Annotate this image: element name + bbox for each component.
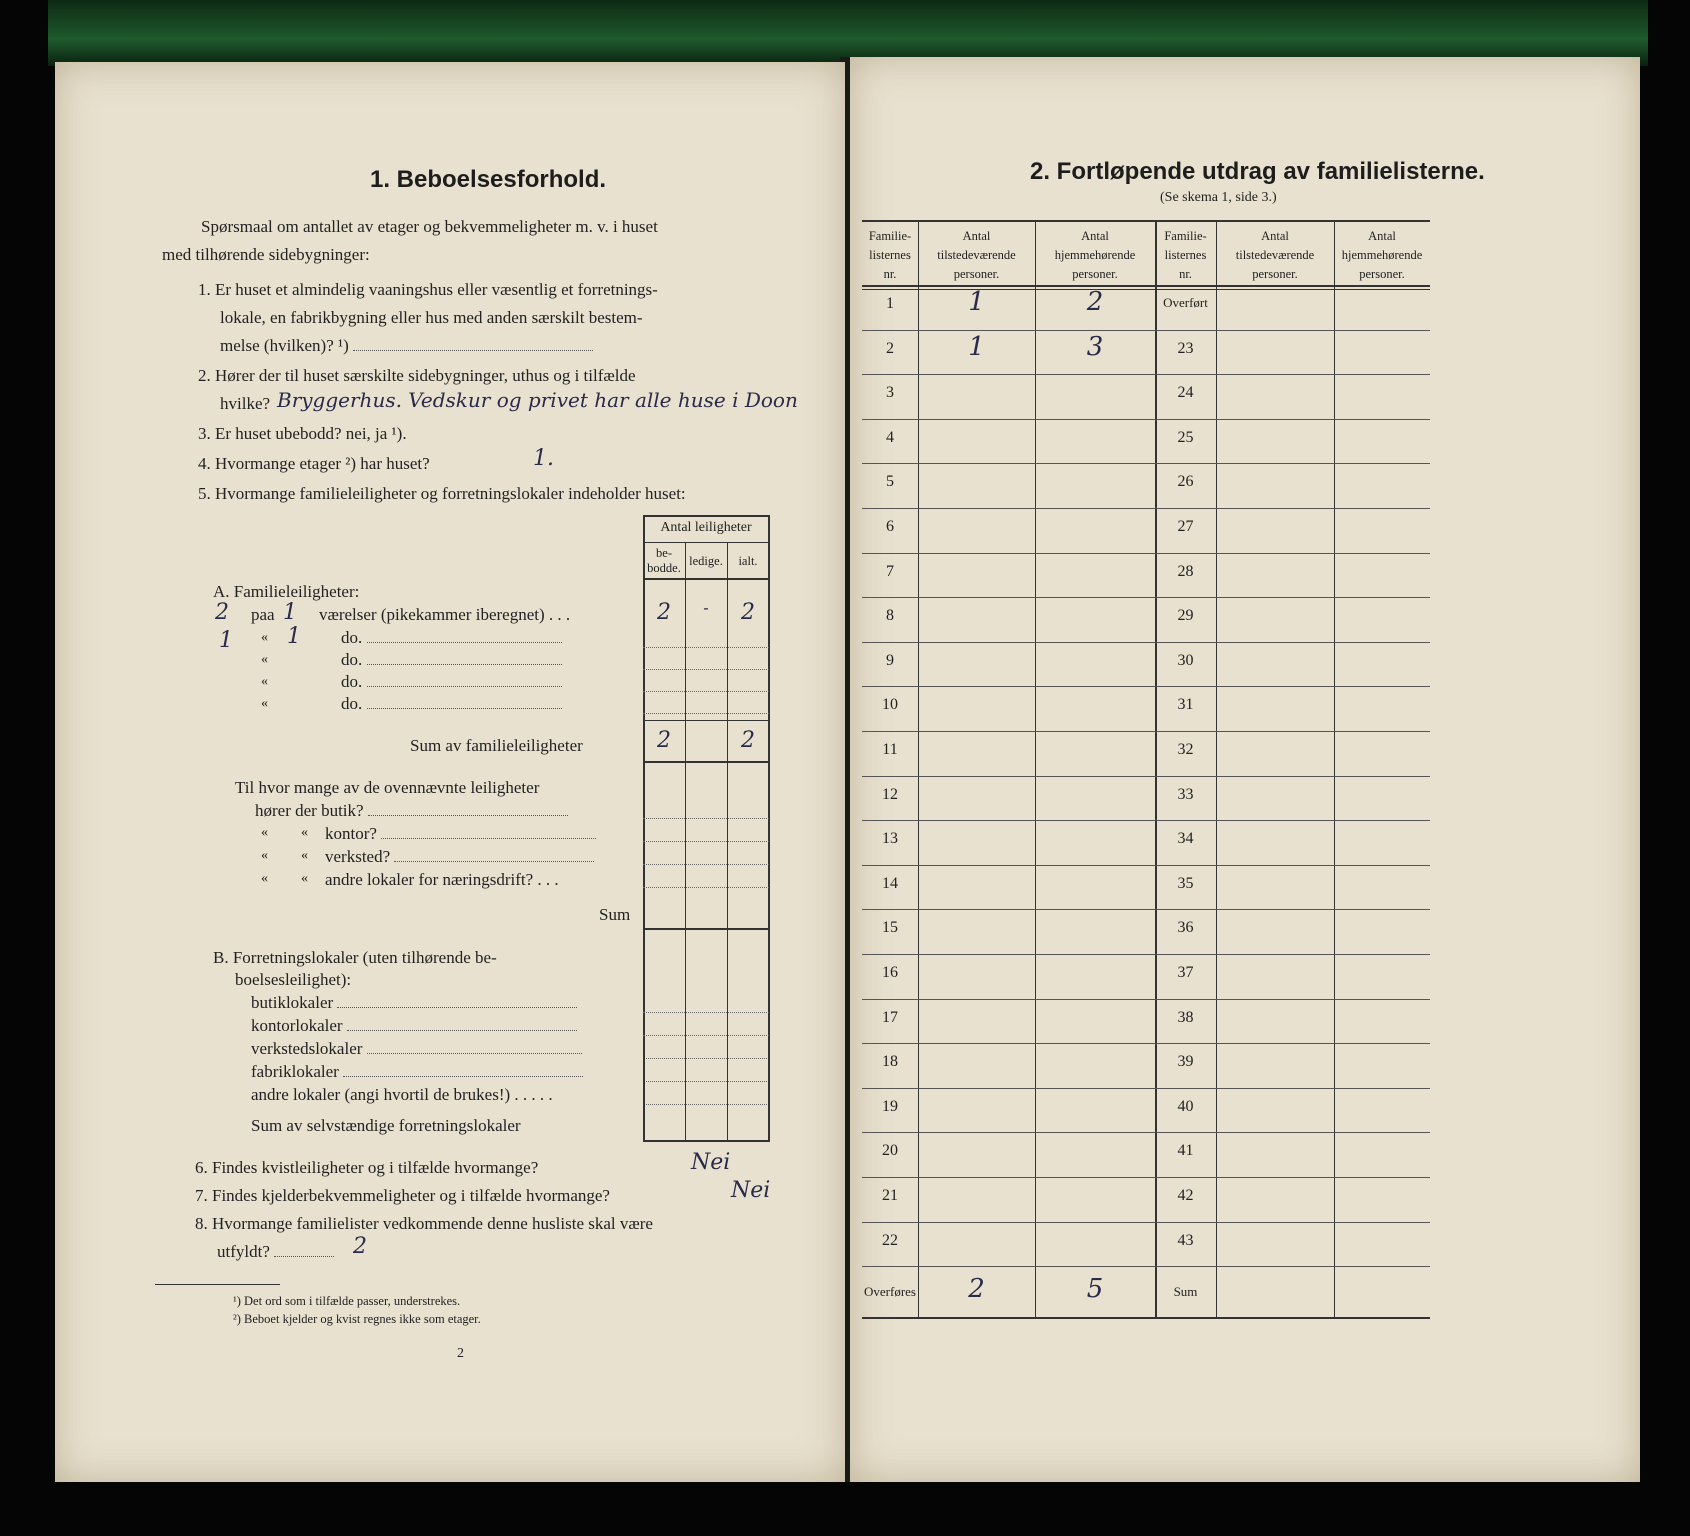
section-a-title: A. Familieleiligheter: (213, 582, 360, 601)
b-kontorlokaler: kontorlokaler (251, 1016, 577, 1036)
row-number-left: 5 (886, 473, 894, 491)
question-1-line-1: 1. Er huset et almindelig vaaningshus eller væsentlig et forretnings- (198, 280, 658, 299)
b-sum-label: Sum av selvstændige forretningslokaler (251, 1116, 521, 1135)
row-number-right: 24 (1177, 384, 1194, 402)
column-header: Antal hjemmehørende personer. (1341, 229, 1423, 281)
row-number-left: 2 (886, 339, 894, 357)
question-3: 3. Er huset ubebodd? nei, ja ¹). (198, 424, 407, 443)
column-header: Familie- listernes nr. (1164, 229, 1207, 281)
question-8-answer: 2 (353, 1234, 367, 1259)
row-number-right: 29 (1177, 607, 1194, 625)
a-sum-bebodde: 2 (657, 728, 671, 753)
row-number-left: 1 (886, 295, 894, 312)
row-rule (862, 909, 1430, 910)
row-number-right: 38 (1177, 1008, 1194, 1026)
row-number-left: 20 (882, 1142, 898, 1160)
b-verkstedslokaler: verkstedslokaler (251, 1039, 582, 1059)
row-number-right: 31 (1177, 696, 1194, 714)
row-rule (862, 776, 1430, 777)
a-row1-label: værelser (pikekammer iberegnet) . . . (319, 605, 571, 624)
ditto-mark: « (301, 848, 308, 863)
a-sum-ialt: 2 (741, 728, 755, 753)
page-title: 1. Beboelsesforhold. (370, 166, 607, 193)
row-number-left: 8 (886, 607, 894, 625)
row-number-left: 4 (886, 428, 894, 446)
a-row1-prefix: paa (251, 605, 275, 624)
row-rule (862, 820, 1430, 821)
row-number-right: 39 (1177, 1053, 1194, 1071)
row-number-left: 17 (882, 1008, 898, 1026)
row-number-right: 32 (1177, 741, 1194, 758)
row-rule (862, 330, 1430, 331)
row-number-right: 33 (1177, 785, 1194, 803)
row-number-left: 15 (882, 919, 898, 937)
row-number-left: 12 (882, 785, 898, 803)
column-header: Familie- listernes nr. (868, 229, 912, 281)
section-b-title-2: boelsesleilighet): (235, 970, 352, 989)
col-header-bebodde: be- bodde. (647, 546, 681, 575)
question-2-line-1: 2. Hører der til huset særskilte sidebygninger, uthus og i tilfælde (198, 366, 636, 385)
footnote-1: ¹) Det ord som i tilfælde passer, understrekes. (233, 1294, 461, 1308)
ditto-mark: « (261, 652, 268, 667)
row-number-right: 23 (1177, 339, 1194, 357)
row-rule (862, 1132, 1430, 1133)
row-rule (862, 508, 1430, 509)
row-number-left: 10 (882, 696, 898, 714)
a-row2-count: 1 (219, 628, 233, 653)
right-page (850, 57, 1640, 1482)
shops-butik: hører der butik? (255, 801, 568, 821)
footer-home-total: 5 (1086, 1274, 1104, 1305)
row-number-left: 18 (882, 1053, 898, 1071)
page-subtitle: (Se skema 1, side 3.) (1160, 190, 1277, 205)
footer-overfores: Overføres (864, 1284, 916, 1300)
row-number-left: 11 (882, 741, 898, 758)
shops-verksted: verksted? (325, 847, 594, 867)
a-row1-count: 2 (215, 600, 229, 625)
question-8-line-1: 8. Hvormange familielister vedkommende denne husliste skal være (195, 1214, 653, 1233)
row-rule (862, 419, 1430, 420)
row-rule (862, 999, 1430, 1000)
question-7-answer: Nei (731, 1178, 771, 1203)
row-rule (862, 686, 1430, 687)
row-number-right: 26 (1177, 473, 1194, 491)
a-row4-do: do. (341, 672, 562, 692)
a-row2-do: do. (341, 628, 562, 648)
table-bottom-rule (862, 1317, 1430, 1319)
ditto-mark: « (301, 871, 308, 886)
row-number-right: 25 (1177, 428, 1194, 446)
row-rule (862, 954, 1430, 955)
row-rule (862, 597, 1430, 598)
row-number-right: 34 (1177, 830, 1194, 848)
row-number-right: 43 (1177, 1231, 1194, 1249)
a-row1-rooms: 1 (283, 600, 297, 625)
b-fabriklokaler: fabriklokaler (251, 1062, 583, 1082)
a-row1-ialt: 2 (741, 600, 755, 625)
row-rule (862, 553, 1430, 554)
intro-line-1: Spørsmaal om antallet av etager og bekvemmeligheter m. v. i huset (201, 217, 658, 236)
footnote-2: ²) Beboet kjelder og kvist regnes ikke som etager. (233, 1312, 481, 1326)
row-rule (862, 1177, 1430, 1178)
row-rule (862, 1043, 1430, 1044)
column-rule (918, 220, 919, 1317)
question-5: 5. Hvormange familieleiligheter og forretningslokaler indeholder huset: (198, 484, 686, 503)
a-row2-rooms: 1 (287, 624, 301, 649)
row-number-left: 21 (882, 1187, 898, 1204)
question-2-line-2: hvilke? (220, 394, 271, 413)
page-number: 2 (457, 1346, 464, 1361)
row-number-right: 27 (1177, 518, 1194, 535)
question-2-answer: Bryggerhus. Vedskur og privet har alle huse i Doon (277, 388, 798, 412)
row-number-right: 42 (1177, 1187, 1194, 1204)
row-rule (862, 865, 1430, 866)
row-number-left: 22 (882, 1231, 898, 1249)
ditto-mark: « (261, 848, 268, 863)
question-6: 6. Findes kvistleiligheter og i tilfælde hvormange? (195, 1158, 539, 1177)
ditto-mark: « (261, 674, 268, 689)
column-header: Antal hjemmehørende personer. (1054, 229, 1136, 281)
row-number-left: 6 (886, 518, 894, 535)
shops-question: Til hvor mange av de ovennævnte leiligheter (235, 778, 540, 797)
row-number-left: 13 (882, 830, 898, 848)
row-number-left: 9 (886, 651, 894, 669)
row-rule (862, 642, 1430, 643)
table-top-rule (862, 220, 1430, 222)
footer-sum: Sum (1173, 1284, 1198, 1300)
row-number-right: Overført (1163, 295, 1208, 310)
a-sum-label: Sum av familieleiligheter (410, 736, 583, 755)
row-rule (862, 374, 1430, 375)
row-number-left: 7 (886, 562, 894, 580)
question-8-line-2: utfyldt? (217, 1242, 334, 1262)
col-header-antal: Antal leiligheter (660, 520, 752, 535)
shops-sum-label: Sum (599, 905, 631, 924)
row-number-right: 30 (1177, 651, 1194, 669)
ditto-mark: « (301, 825, 308, 840)
a-row1-bebodde: 2 (657, 600, 671, 625)
column-header: Antal tilstedeværende personer. (937, 229, 1016, 281)
handwritten-count: 1 (968, 331, 985, 362)
question-1-line-3: melse (hvilken)? ¹) (220, 336, 593, 356)
shops-andre: andre lokaler for næringsdrift? . . . (325, 870, 559, 889)
row-number-right: 41 (1177, 1142, 1194, 1160)
b-andre-lokaler: andre lokaler (angi hvortil de brukes!) . . . . . (251, 1085, 553, 1104)
row-number-right: 37 (1177, 964, 1194, 981)
b-butiklokaler: butiklokaler (251, 993, 577, 1013)
ditto-mark: « (261, 825, 268, 840)
question-7: 7. Findes kjelderbekvemmeligheter og i tilfælde hvormange? (195, 1186, 610, 1205)
row-number-left: 19 (882, 1097, 898, 1115)
a-row1-ledige: - (703, 598, 709, 617)
column-rule (1216, 220, 1217, 1317)
page-title: 2. Fortløpende utdrag av familielisterne. (1030, 158, 1485, 185)
row-number-left: 3 (886, 384, 894, 402)
a-row3-do: do. (341, 650, 562, 670)
question-6-answer: Nei (691, 1150, 731, 1175)
a-row5-do: do. (341, 694, 562, 714)
shops-kontor: kontor? (325, 824, 596, 844)
ditto-mark: « (261, 696, 268, 711)
row-number-right: 35 (1177, 874, 1194, 892)
question-4-answer: 1. (533, 446, 554, 471)
col-header-ledige: ledige. (689, 554, 723, 568)
question-1-line-2: lokale, en fabrikbygning eller hus med anden særskilt bestem- (220, 308, 643, 327)
handwritten-count: 1 (968, 287, 985, 317)
row-rule (862, 1088, 1430, 1089)
column-rule (1035, 220, 1036, 1317)
handwritten-count: 2 (1086, 287, 1104, 317)
intro-line-2: med tilhørende sidebygninger: (162, 245, 370, 264)
row-rule (862, 1266, 1430, 1267)
row-number-right: 28 (1177, 562, 1194, 580)
row-number-right: 36 (1177, 919, 1194, 937)
col-header-ialt: ialt. (738, 554, 758, 568)
section-b-title: B. Forretningslokaler (uten tilhørende be- (213, 948, 497, 967)
row-rule (862, 1222, 1430, 1223)
row-number-left: 16 (882, 964, 898, 981)
ditto-mark: « (261, 871, 268, 886)
row-rule (862, 731, 1430, 732)
ditto-mark: « (261, 630, 268, 645)
handwritten-count: 3 (1086, 331, 1104, 362)
footer-present-total: 2 (968, 1274, 985, 1305)
question-4: 4. Hvormange etager ²) har huset? (198, 454, 430, 473)
column-rule (1334, 220, 1335, 1317)
row-number-right: 40 (1177, 1097, 1194, 1115)
row-rule (862, 463, 1430, 464)
row-number-left: 14 (882, 874, 898, 892)
left-page (55, 62, 845, 1482)
column-header: Antal tilstedeværende personer. (1235, 229, 1315, 281)
